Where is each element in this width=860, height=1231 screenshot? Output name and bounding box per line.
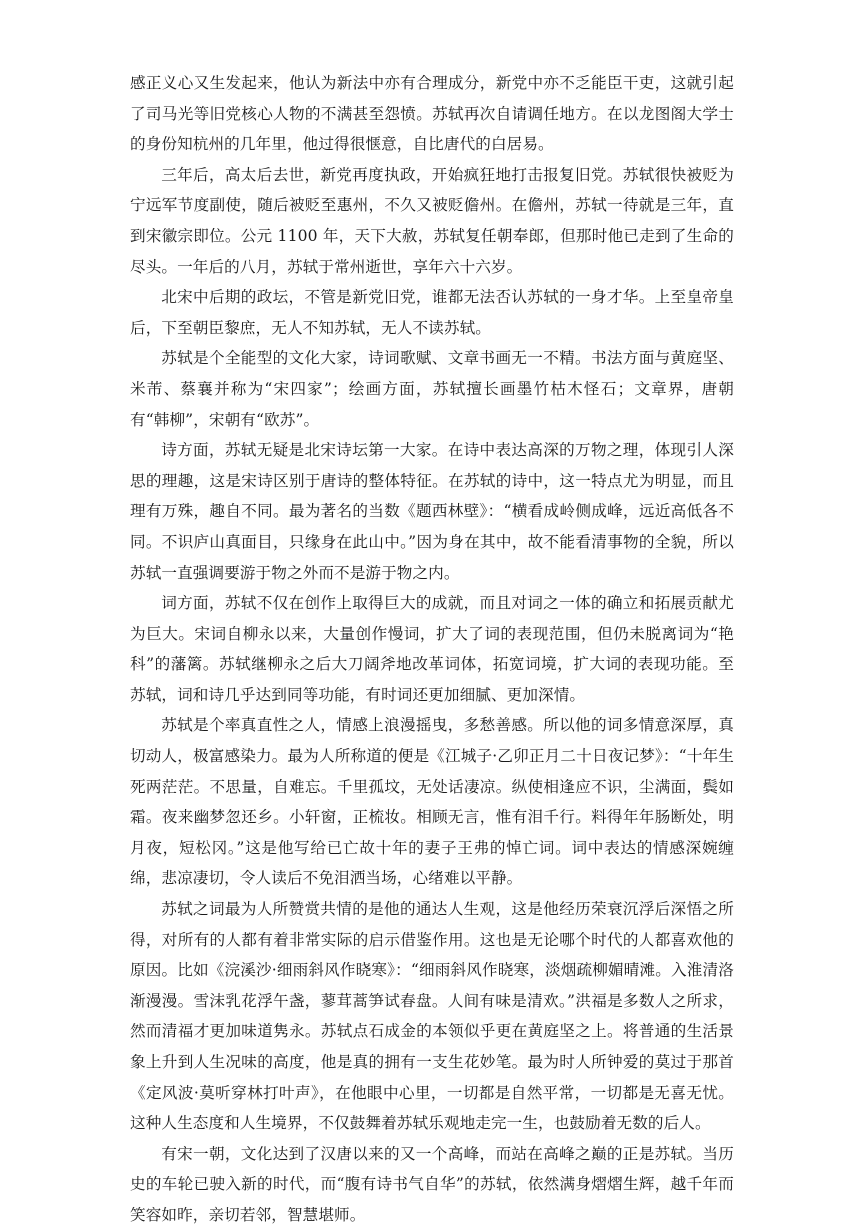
paragraph-7: 苏轼是个率真直性之人，情感上浪漫摇曳，多愁善感。所以他的词多情意深厚，真切动人，极富感染力。最为人所称道的便是《江城子·乙卯正月二十日夜记梦》：“十年生死两茫茫。不思量，自难忘。千里孤坟，无处话凄凉。纵使相逢应不识，尘满面，鬓如霜。夜来幽梦忽还乡。小轩窗，正梳妆。相顾无言，惟有泪千行。料得年年肠断处，明月夜，短松冈。”这是他写给已亡故十年的妻子王弗的悼亡词。词中表达的情感深婉缠绵，悲凉凄切，令人读后不免泪洒当场，心绪难以平静。 — [130, 716, 734, 888]
paragraph-1: 感正义心又生发起来，他认为新法中亦有合理成分，新党中亦不乏能臣干吏，这就引起了司马光等旧党核心人物的不满甚至怨愤。苏轼再次自请调任地方。在以龙图阁大学士的身份知杭州的几年里，他过得很惬意，自比唐代的白居易。 — [130, 74, 734, 154]
paragraph-2: 三年后，高太后去世，新党再度执政，开始疯狂地打击报复旧党。苏轼很快被贬为宁远军节度副使，随后被贬至惠州，不久又被贬儋州。在儋州，苏轼一待就是三年，直到宋徽宗即位。公元 1100 年，天下大赦，苏轼复任朝奉郎，但那时他已走到了生命的尽头。一年后的八月，苏轼于常州逝世，享年六十六岁。 — [130, 165, 734, 276]
paragraph-6: 词方面，苏轼不仅在创作上取得巨大的成就，而且对词之一体的确立和拓展贡献尤为巨大。宋词自柳永以来，大量创作慢词，扩大了词的表现范围，但仍未脱离词为“艳科”的藩篱。苏轼继柳永之后大刀阔斧地改革词体，拓宽词境，扩大词的表现功能。至苏轼，词和诗几乎达到同等功能，有时词还更加细腻、更加深情。 — [130, 594, 734, 704]
paragraph-4: 苏轼是个全能型的文化大家，诗词歌赋、文章书画无一不精。书法方面与黄庭坚、米芾、蔡襄并称为“宋四家”；绘画方面，苏轼擅长画墨竹枯木怪石；文章界，唐朝有“韩柳”，宋朝有“欧苏”。 — [130, 349, 734, 429]
paragraph-3: 北宋中后期的政坛，不管是新党旧党，谁都无法否认苏轼的一身才华。上至皇帝皇后，下至朝臣黎庶，无人不知苏轼，无人不读苏轼。 — [130, 288, 734, 337]
paragraph-8: 苏轼之词最为人所赞赏共情的是他的通达人生观，这是他经历荣衰沉浮后深悟之所得，对所有的人都有着非常实际的启示借鉴作用。这也是无论哪个时代的人都喜欢他的原因。比如《浣溪沙·细雨斜风作晓寒》：“细雨斜风作晓寒，淡烟疏柳媚晴滩。入淮清洛渐漫漫。雪沫乳花浮午盏，蓼茸蒿笋试春盘。人间有味是清欢。”洪福是多数人之所求，然而清福才更加味道隽永。苏轼点石成金的本领似乎更在黄庭坚之上。将普通的生活景象上升到人生况味的高度，他是真的拥有一支生花妙笔。最为时人所钟爱的莫过于那首《定风波·莫听穿林打叶声》，在他眼中心里，一切都是自然平常，一切都是无喜无忧。这种人生态度和人生境界，不仅鼓舞着苏轼乐观地走完一生，也鼓励着无数的后人。 — [130, 900, 734, 1133]
paragraph-5: 诗方面，苏轼无疑是北宋诗坛第一大家。在诗中表达高深的万物之理，体现引人深思的理趣，这是宋诗区别于唐诗的整体特征。在苏轼的诗中，这一特点尤为明显，而且理有万殊，趣自不同。最为著名的当数《题西林壁》：“横看成岭侧成峰，远近高低各不同。不识庐山真面目，只缘身在此山中。”因为身在其中，故不能看清事物的全貌，所以苏轼一直强调要游于物之外而不是游于物之内。 — [130, 441, 734, 582]
document-body — [130, 68, 734, 1231]
paragraph-9: 有宋一朝，文化达到了汉唐以来的又一个高峰，而站在高峰之巅的正是苏轼。当历史的车轮已驶入新的时代，而“腹有诗书气自华”的苏轼，依然满身熠熠生辉，越千年而笑容如昨，亲切若邻，智慧堪师。 — [130, 1144, 734, 1224]
